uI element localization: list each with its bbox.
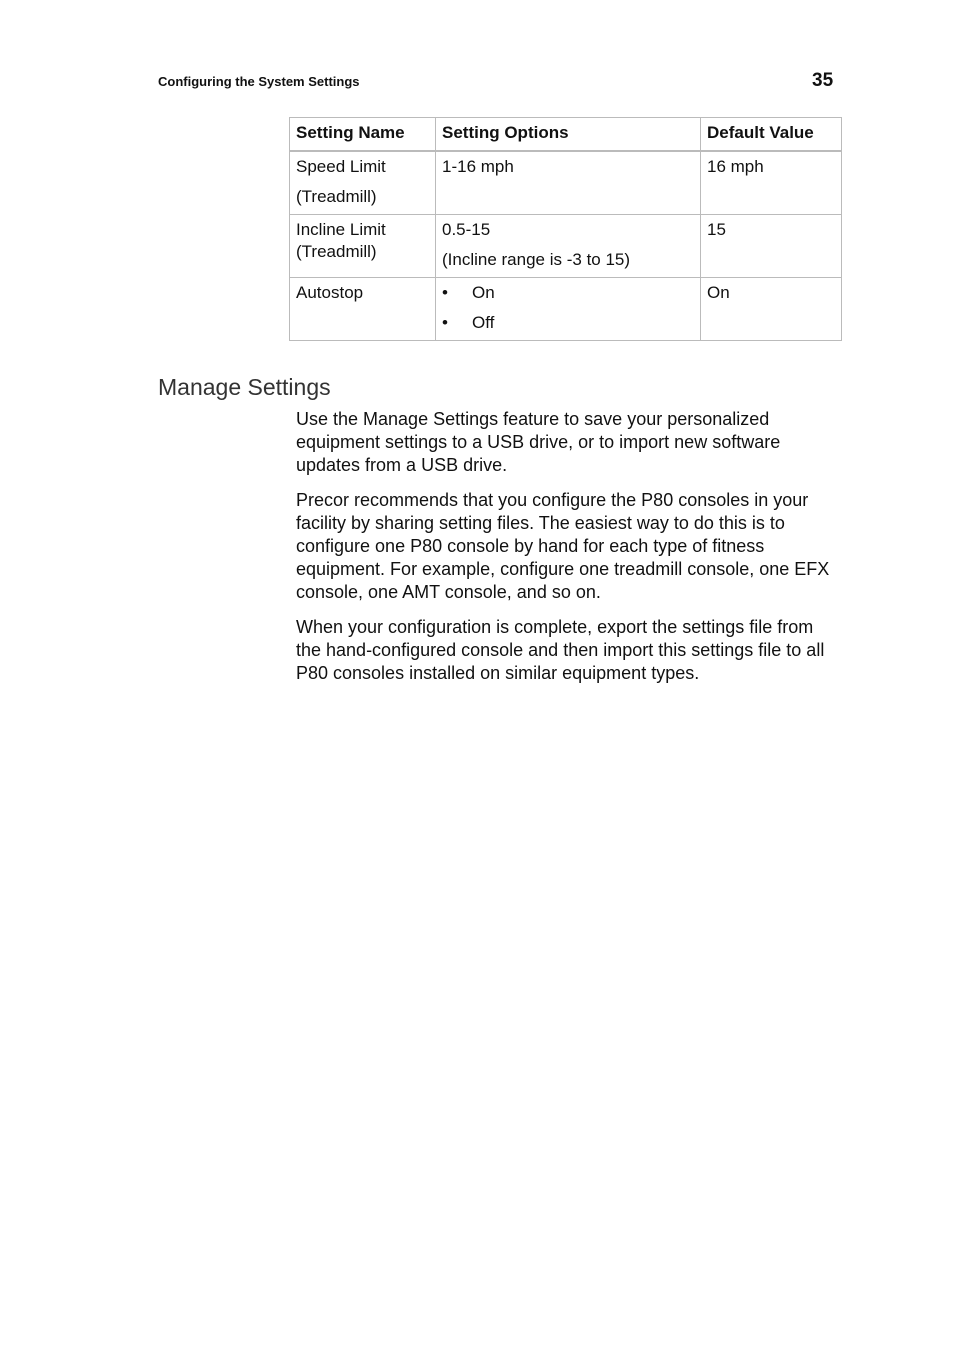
paragraph: Precor recommends that you configure the P80 consoles in your facility by sharing setting files. The easiest way to do this is to configure one P80 console by hand for each type of fitness equipment. For example, configure one treadmill console, one EFX console, one AMT console, and so on. bbox=[296, 490, 830, 602]
cell-text: (Incline range is -3 to 15) bbox=[442, 250, 631, 269]
setting-options bbox=[436, 151, 701, 215]
default-value: 15 bbox=[701, 215, 842, 278]
default-value: On bbox=[701, 278, 842, 341]
column-header: Default Value bbox=[701, 118, 842, 152]
column-header: Setting Options bbox=[436, 118, 701, 152]
column-header: Setting Name bbox=[290, 118, 436, 152]
cell-text: (Treadmill) bbox=[296, 187, 377, 206]
section-body bbox=[296, 408, 841, 697]
setting-name bbox=[290, 215, 436, 278]
setting-name bbox=[290, 151, 436, 215]
cell-text: 1-16 mph bbox=[442, 157, 514, 176]
default-value: 16 mph bbox=[701, 151, 842, 215]
paragraph: When your configuration is complete, export the settings file from the hand-configured console and then import this settings file to all P80 consoles installed on similar equipment types. bbox=[296, 617, 825, 683]
table-header-row bbox=[290, 118, 842, 152]
setting-options bbox=[436, 215, 701, 278]
page-number: 35 bbox=[812, 70, 834, 91]
bullet-item: • On bbox=[442, 283, 495, 302]
section-heading: Manage Settings bbox=[158, 374, 331, 400]
cell-text: 0.5-15 bbox=[442, 220, 491, 239]
settings-table bbox=[289, 117, 842, 341]
running-header: Configuring the System Settings bbox=[158, 74, 360, 89]
bullet-item: • Off bbox=[442, 313, 495, 332]
cell-text: Incline Limit (Treadmill) bbox=[296, 220, 386, 261]
setting-options bbox=[436, 278, 701, 341]
setting-name: Autostop bbox=[290, 278, 436, 341]
table-row bbox=[290, 215, 842, 278]
cell-text: Speed Limit bbox=[296, 157, 386, 176]
table-row bbox=[290, 151, 842, 215]
table-row bbox=[290, 278, 842, 341]
paragraph: Use the Manage Settings feature to save your personalized equipment settings to a USB drive, or to import new software updates from a USB drive. bbox=[296, 409, 781, 475]
